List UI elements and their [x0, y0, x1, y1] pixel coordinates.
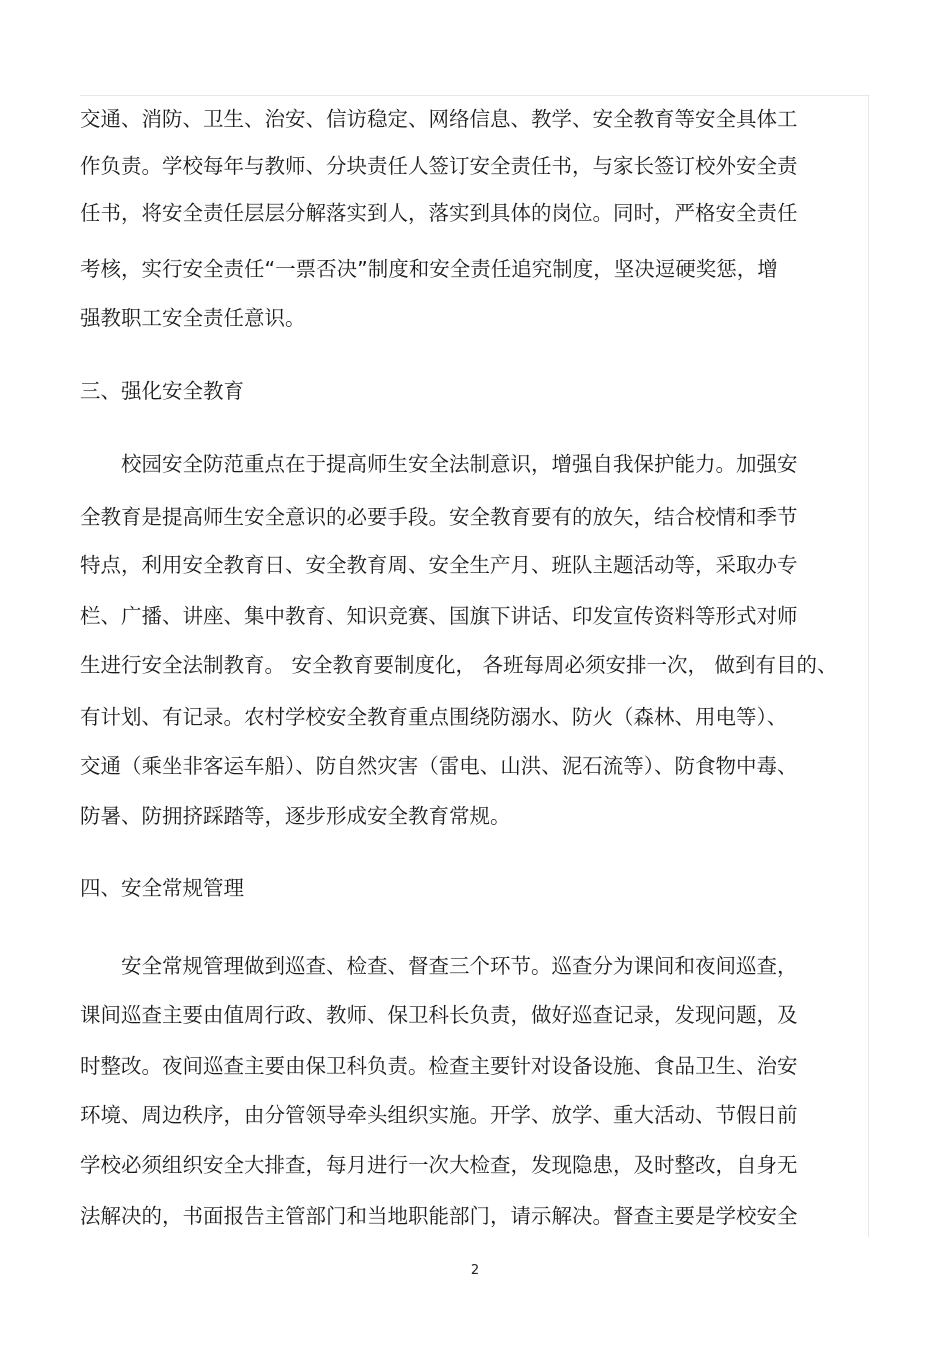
paragraph-line: 安全常规管理做到巡查、检查、督查三个环节。巡查分为课间和夜间巡查， [121, 954, 798, 978]
page-frame-right [868, 95, 869, 1237]
paragraph-line: 时整改。夜间巡查主要由保卫科负责。检查主要针对设备设施、食品卫生、治安 [80, 1054, 798, 1078]
paragraph-line: 校园安全防范重点在于提高师生安全法制意识，增强自我保护能力。加强安 [121, 452, 798, 476]
paragraph-line: 生进行安全法制教育。 安全教育要制度化， 各班每周必须安排一次， 做到有目的、 [80, 653, 838, 677]
section-heading-4: 四、安全常规管理 [80, 876, 244, 900]
paragraph-line: 交通、消防、卫生、治安、信访稳定、网络信息、教学、安全教育等安全具体工 [80, 107, 798, 131]
paragraph-line: 栏、广播、讲座、集中教育、知识竞赛、国旗下讲话、印发宣传资料等形式对师 [80, 604, 798, 628]
page-number: 2 [470, 1263, 480, 1278]
paragraph-line: 特点，利用安全教育日、安全教育周、安全生产月、班队主题活动等，采取办专 [80, 553, 798, 577]
paragraph-line: 交通（乘坐非客运车船）、防自然灾害（雷电、山洪、泥石流等）、防食物中毒、 [80, 754, 798, 778]
paragraph-line: 全教育是提高师生安全意识的必要手段。安全教育要有的放矢，结合校情和季节 [80, 505, 798, 529]
paragraph-line: 考核，实行安全责任“一票否决”制度和安全责任追究制度，坚决逗硬奖惩，增 [80, 257, 778, 281]
page-frame-top [80, 95, 870, 96]
paragraph-line: 环境、周边秩序，由分管领导牵头组织实施。开学、放学、重大活动、节假日前 [80, 1103, 798, 1127]
paragraph-line: 防暑、防拥挤踩踏等，逐步形成安全教育常规。 [80, 804, 511, 828]
paragraph-line: 作负责。学校每年与教师、分块责任人签订安全责任书，与家长签订校外安全责 [80, 154, 798, 178]
paragraph-line: 任书，将安全责任层层分解落实到人，落实到具体的岗位。同时，严格安全责任 [80, 201, 798, 225]
paragraph-line: 课间巡查主要由值周行政、教师、保卫科长负责，做好巡查记录，发现问题，及 [80, 1003, 798, 1027]
paragraph-line: 有计划、有记录。农村学校安全教育重点围绕防溺水、防火（森林、用电等）、 [80, 705, 788, 729]
section-heading-3: 三、强化安全教育 [80, 379, 244, 403]
paragraph-line: 法解决的，书面报告主管部门和当地职能部门，请示解决。督查主要是学校安全 [80, 1204, 798, 1228]
paragraph-line: 学校必须组织安全大排查，每月进行一次大检查，发现隐患，及时整改，自身无 [80, 1153, 798, 1177]
paragraph-line: 强教职工安全责任意识。 [80, 306, 306, 330]
